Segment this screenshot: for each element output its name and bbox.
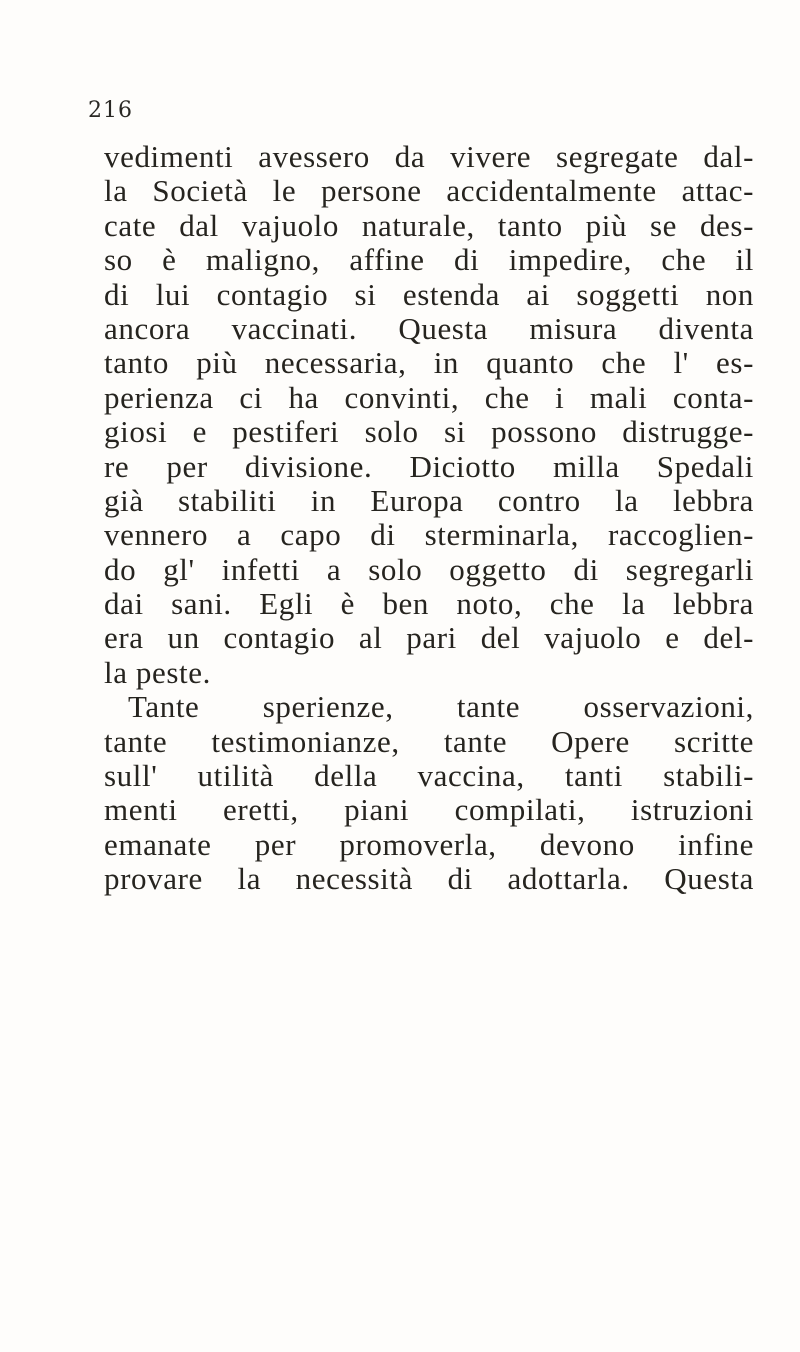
text-line: Tante sperienze, tante osservazioni,	[128, 689, 754, 725]
text-line: provare la necessità di adottarla. Questa	[104, 861, 754, 897]
text-line: do gl' infetti a solo oggetto di segregarli	[104, 551, 754, 587]
text-line: già stabiliti in Europa contro la lebbra	[104, 482, 754, 518]
text-line: perienza ci ha convinti, che i mali conta-	[104, 379, 754, 415]
page-number: 216	[88, 98, 133, 123]
text-line: di lui contagio si estenda ai soggetti non	[104, 276, 754, 312]
text-line: tanto più necessaria, in quanto che l' es-	[104, 345, 754, 381]
text-line: giosi e pestiferi solo si possono distrugge-	[104, 414, 754, 450]
text-line: la Società le persone accidentalmente attac-	[104, 173, 754, 209]
body-text	[104, 140, 754, 897]
text-line: dai sani. Egli è ben noto, che la lebbra	[104, 586, 754, 622]
text-line: vennero a capo di sterminarla, raccoglien-	[104, 517, 754, 553]
text-line: la peste.	[104, 654, 211, 690]
text-line: so è maligno, affine di impedire, che il	[104, 242, 754, 278]
text-line: menti eretti, piani compilati, istruzioni	[104, 792, 754, 828]
text-line: era un contagio al pari del vajuolo e del-	[104, 620, 754, 656]
text-line: vedimenti avessero da vivere segregate dal-	[104, 139, 754, 174]
text-line: tante testimonianze, tante Opere scritte	[104, 723, 754, 759]
text-line: sull' utilità della vaccina, tanti stabili-	[104, 758, 754, 794]
text-line: ancora vaccinati. Questa misura diventa	[104, 310, 754, 346]
text-line: cate dal vajuolo naturale, tanto più se des-	[104, 207, 754, 243]
text-line: emanate per promoverla, devono infine	[104, 826, 754, 862]
text-line: re per divisione. Diciotto milla Spedali	[104, 448, 754, 484]
